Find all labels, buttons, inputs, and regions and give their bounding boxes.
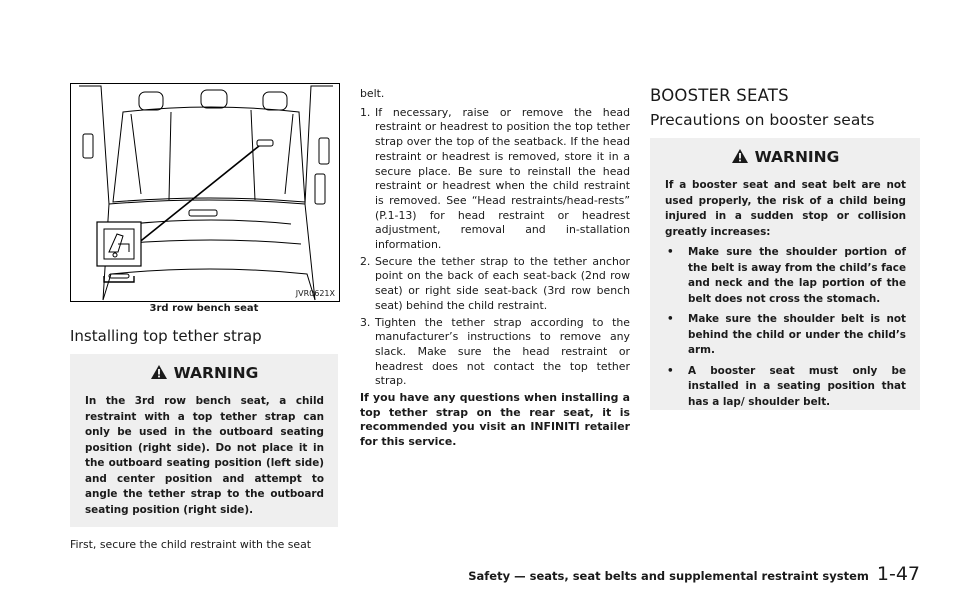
warning-box-tether bbox=[70, 354, 338, 527]
warning-title: WARNING bbox=[754, 148, 840, 166]
warning-text: In the 3rd row bench seat, a child restraint with a top tether strap can only be used in the outboard seating position (right side). Do not place it in the outboard seating position (left side) and center position and attempt to angle the tether strap to the outboard seating position (right side). bbox=[85, 395, 324, 516]
step-number: 1. bbox=[360, 105, 371, 119]
intro-paragraph: First, secure the child restraint with the seat bbox=[70, 538, 312, 551]
figure-code: JVR0621X bbox=[295, 289, 335, 298]
page-footer bbox=[468, 563, 920, 585]
bullet-item bbox=[665, 245, 906, 307]
bullet-dot: • bbox=[667, 246, 674, 258]
warning-triangle-icon bbox=[150, 364, 168, 380]
bullet-text: A booster seat must only be installed in a seating position that has a lap/ shoulder belt. bbox=[688, 364, 906, 408]
bullet-text: Make sure the shoulder portion of the belt is away from the child’s face and neck and the lap portion of the belt does not cross the stomach. bbox=[688, 246, 906, 305]
bullet-item bbox=[665, 312, 906, 359]
warning-triangle-icon bbox=[731, 148, 749, 164]
retailer-note: If you have any questions when installing a top tether strap on the rear seat, it is recommended you visit an INFINITI retailer for this service. bbox=[360, 391, 630, 449]
continuation-text: belt. bbox=[360, 87, 385, 100]
warning-intro: If a booster seat and seat belt are not used properly, the risk of a child being injured in a sudden stop or collision greatly increases: bbox=[665, 179, 906, 238]
section-heading-top-tether: Installing top tether strap bbox=[70, 327, 262, 345]
bullet-dot: • bbox=[667, 364, 674, 377]
steps-list bbox=[360, 106, 630, 389]
booster-seats-heading: BOOSTER SEATS bbox=[650, 86, 789, 105]
warning-box-booster bbox=[650, 138, 920, 410]
bullet-text: Make sure the shoulder belt is not behind the child or under the child’s arm. bbox=[688, 313, 906, 356]
step-text: Secure the tether strap to the tether anchor point on the back of each seat-back (2nd row seat) or right side seat-back (3rd row bench seat) behind the child restraint. bbox=[375, 254, 630, 312]
warning-title: WARNING bbox=[173, 364, 259, 382]
bullet-dot: • bbox=[667, 313, 674, 325]
bullet-item bbox=[665, 364, 906, 411]
page-number: 1-47 bbox=[876, 563, 920, 585]
step-item bbox=[360, 255, 630, 314]
bench-seat-drawing bbox=[71, 84, 339, 301]
step-item bbox=[360, 316, 630, 390]
warning-header bbox=[650, 138, 920, 166]
step-number: 3. bbox=[360, 315, 371, 329]
step-text: Tighten the tether strap according to the manufacturer’s instructions to remove any slack. Make sure the head restraint or headrest does not contact the top tether strap. bbox=[375, 315, 630, 388]
cargo-area-illustration bbox=[70, 83, 340, 302]
step-number: 2. bbox=[360, 254, 371, 268]
figure-caption: 3rd row bench seat bbox=[149, 303, 259, 314]
step-item bbox=[360, 106, 630, 253]
warning-header bbox=[70, 354, 338, 382]
warning-body bbox=[650, 178, 920, 410]
instructions-column bbox=[360, 87, 630, 450]
precautions-subheading: Precautions on booster seats bbox=[650, 111, 875, 129]
footer-section-title: Safety — seats, seat belts and supplemental restraint system bbox=[468, 569, 869, 583]
warning-bullets bbox=[665, 245, 906, 410]
step-text: If necessary, raise or remove the head restraint or headrest to position the top tether strap over the top of the seatback. If the head restraint or headrest is removed, store it in a secure place. Be sure to reinstall the head restraint or headrest when the child restraint is removed. See “Head restraints/head-rests” (P.1-13) for head restraint or headrest adjustment, removal and in-stallation information. bbox=[375, 105, 630, 252]
